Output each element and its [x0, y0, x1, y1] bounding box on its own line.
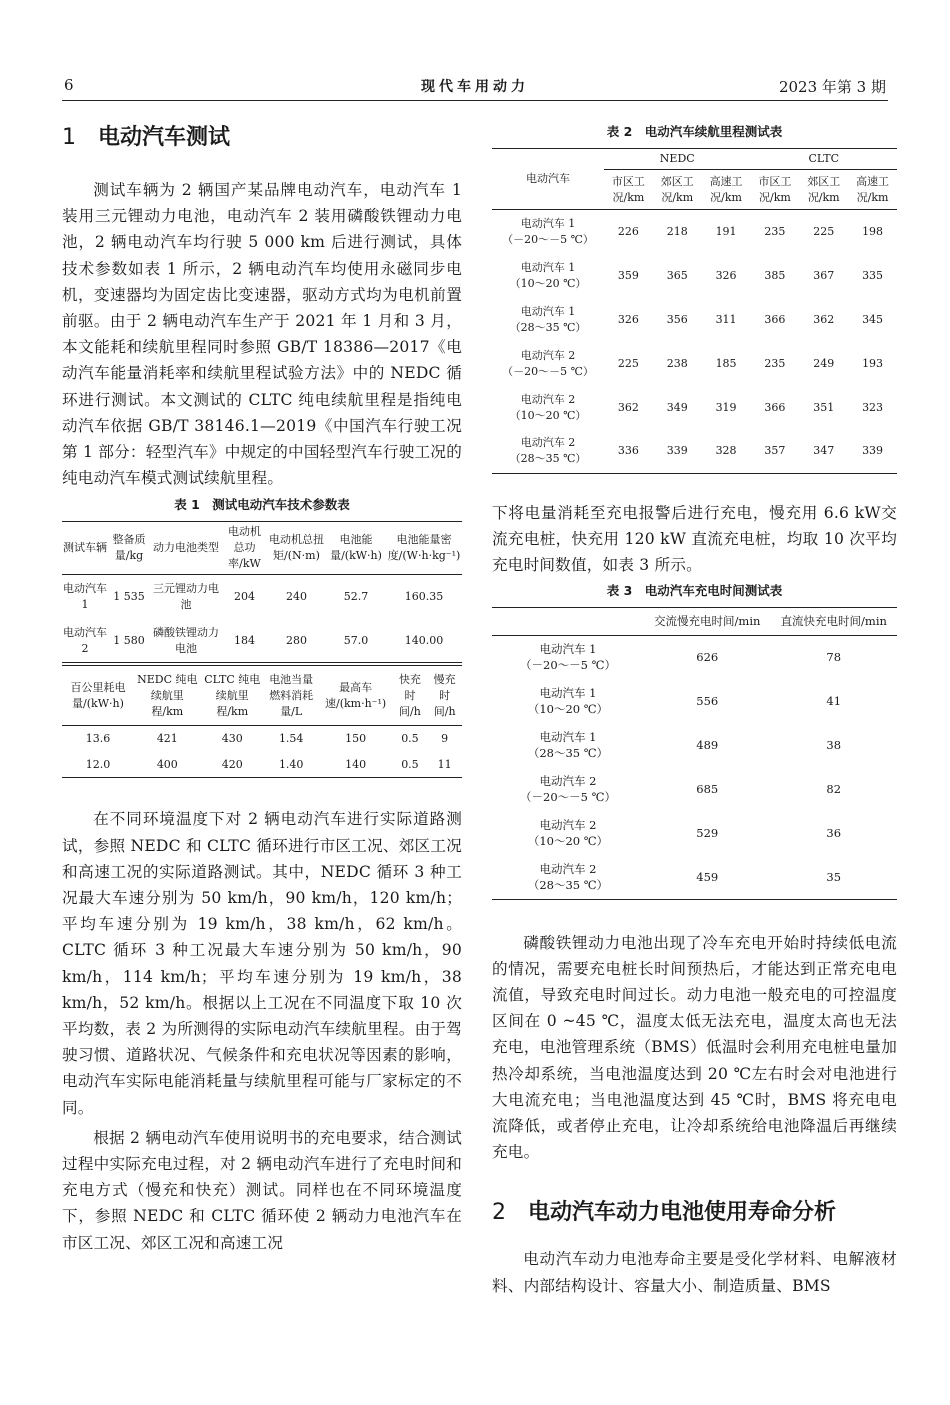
table-row: 电动汽车 2 （28～35 ℃） 336 339 328 357 347 339 [492, 430, 897, 474]
table-row: 电动汽车 2 （10～20 ℃） 529 36 [527, 818, 842, 849]
table-row: 电动汽车 1 （28～35 ℃） 326 356 311 366 362 345 [509, 304, 884, 334]
paragraph: 磷酸铁锂动力电池出现了冷车充电开始时持续低电流的情况，需要充电桩长时间预热后，才能达到正常充电电流值，导致充电时间过长。动力电池一般充电的可控温度区间在 0 ~45 ℃，温度太低无法充电，温度太高也无法充电，电池管理系统（BMS）低温时会利用充电桩电量加热冷却系统，当电池温度达到 20 ℃左右时会对电池进行大电流充电；当电池温度达到 45 ℃时，BMS 将充电电流降低，或者停止充电，让冷却系统给电池降温后再继续充电。 [492, 933, 897, 1162]
table-2: 电动汽车 NEDC CLTC 市区工况/km 郊区工况/km 高速工况/km 市区工况/km 郊区工况/km 高速工况/km 电动汽车 1 （－20～－5 ℃） 226 218 191 235 225 198 电动汽车 1 （10～20 ℃） 359 365 326 385 367 335 电动汽车 1 （28～35 ℃） 326 356 311 366 362 345 电动汽车 2 （－20～－5 ℃） 225 238 185 235 249 193 电动汽车 2 （10～20 ℃） 362 349 319 366 351 323 电动汽车 2 （28～35 ℃） 336 339 328 357 347 339 [492, 148, 897, 474]
issue-label: 2023 年第 3 期 [778, 78, 886, 96]
table-row: 电动汽车 1 1 535 三元锂动力电池 204 240 52.7 160.35 [63, 582, 444, 612]
table-row: 电动汽车 2 1 580 磷酸铁锂动力电池 184 280 57.0 140.00 [62, 619, 462, 663]
table-row: 13.6 421 430 1.54 150 0.5 9 [85, 732, 449, 746]
table-row: 电动汽车 2 （－20～－5 ℃） 225 238 185 235 249 193 [502, 348, 884, 378]
section-1-heading: 1 电动汽车测试 [62, 125, 231, 150]
left-column [62, 110, 462, 1256]
table-2-caption: 表 2 电动汽车续航里程测试表 [606, 124, 783, 139]
running-header [62, 74, 888, 101]
section-2-heading: 2 电动汽车动力电池使用寿命分析 [492, 1200, 837, 1226]
table-row: 电动汽车 1 （－20～－5 ℃） 226 218 191 235 225 198 [502, 216, 884, 246]
table-row: 电动汽车 1 （28～35 ℃） 489 38 [527, 730, 842, 761]
table-row: 电动汽车 1 （10～20 ℃） 359 365 326 385 367 335 [509, 260, 884, 290]
table-row: 电动汽车 1 （－20～－5 ℃） 626 78 [520, 642, 842, 673]
table-row: 电动汽车 2 （－20～－5 ℃） 685 82 [520, 774, 842, 805]
journal-title: 现代车用动力 [421, 79, 529, 95]
right-column [492, 110, 897, 1299]
table-1-caption: 表 1 测试电动汽车技术参数表 [174, 497, 350, 513]
table-row: 12.0 400 420 1.40 140 0.5 11 [62, 752, 462, 778]
table-row: 电动汽车 2 （28～35 ℃） 459 35 [492, 855, 897, 899]
table-row: 电动汽车 1 （10～20 ℃） 556 41 [527, 686, 842, 717]
table-3-caption: 表 3 电动汽车充电时间测试表 [606, 582, 783, 598]
paragraph: 测试车辆为 2 辆国产某品牌电动汽车，电动汽车 1 装用三元锂动力电池，电动汽车 2 装用磷酸铁锂动力电池，2 辆电动汽车均行驶 5 000 km 后进行测试，具体技术参数如表 1 所示，2 辆电动汽车均使用永磁同步电机，变速器均为固定齿比变速器，驱动方式均为电机前置前驱。由于 2 辆电动汽车生产于 2021 年 1 月和 3 月，本文能耗和续航里程同时参照 GB/T 18386—2017《电动汽车能量消耗率和续航里程试验方法》中的 NEDC 循环进行测试。本文测试的 CLTC 纯电续航里程是指纯电动汽车依据 GB/T 38146.1—2019《中国汽车行驶工况 第 1 部分：轻型汽车》中规定的中国轻型汽车行驶工况的纯电动汽车模式测试续航里程。 [62, 181, 462, 488]
table-3: 交流慢充电时间/min 直流快充电时间/min 电动汽车 1 （－20～－5 ℃） 626 78 电动汽车 1 （10～20 ℃） 556 41 电动汽车 1 （28～35 ℃） 489 38 电动汽车 2 （－20～－5 ℃） 685 82 电动汽车 2 （10～20 ℃） 529 36 电动汽车 2 （28～35 ℃） 459 35 [492, 607, 897, 900]
paragraph: 电动汽车动力电池寿命主要是受化学材料、电解液材料、内部结构设计、容量大小、制造质量、BMS [492, 1250, 897, 1295]
table-row: 电动汽车 2 （10～20 ℃） 362 349 319 366 351 323 [509, 392, 884, 422]
table-1-part-1: 测试车辆 整备质量/kg 动力电池类型 电动机总功率/kW 电动机总扭矩/(N·m) 电池能量/(kW·h) 电池能量密度/(W·h·kg⁻¹) 电动汽车 1 1 535 三元锂动力电池 204 240 52.7 160.35 电动汽车 2 1 580 磷酸铁锂动力电池 184 280 57.0 140.00 [62, 521, 462, 663]
paragraph: 在不同环境温度下对 2 辆电动汽车进行实际道路测试，参照 NEDC 和 CLTC 循环进行市区工况、郊区工况和高速工况的实际道路测试。其中，NEDC 循环 3 种工况最大车速分别为 50 km/h，90 km/h，120 km/h；平均车速分别为 19 km/h，38 km/h，62 km/h。CLTC 循环 3 种工况最大车速分别为 50 km/h，90 km/h，114 km/h；平均车速分别为 19 km/h，38 km/h，52 km/h。根据以上工况在不同温度下取 10 次平均数，表 2 为所测得的实际电动汽车续航里程。由于驾驶习惯、道路状况、气候条件和充电状况等因素的影响，电动汽车实际电能消耗量与续航里程可能与厂家标定的不同。 [62, 810, 462, 1117]
paragraph: 下将电量消耗至充电报警后进行充电，慢充用 6.6 kW交流充电桩，快充用 120 kW 直流充电桩，均取 10 次平均充电时间数值，如表 3 所示。 [492, 504, 897, 575]
paragraph: 根据 2 辆电动汽车使用说明书的充电要求，结合测试过程中实际充电过程，对 2 辆电动汽车进行了充电时间和充电方式（慢充和快充）测试。同样也在不同环境温度下，参照 NEDC 和 CLTC 循环使 2 辆动力电池汽车在市区工况、郊区工况和高速工况 [62, 1128, 462, 1252]
table-1-part-2: 百公里耗电量/(kW·h) NEDC 纯电续航里程/km CLTC 纯电续航里程/km 电池当量燃料消耗量/L 最高车速/(km·h⁻¹) 快充时间/h 慢充时间/h 13.6 421 430 1.54 150 0.5 9 12.0 400 420 1.40 140 0.5 11 [62, 665, 462, 778]
page-number: 6 [64, 76, 74, 94]
